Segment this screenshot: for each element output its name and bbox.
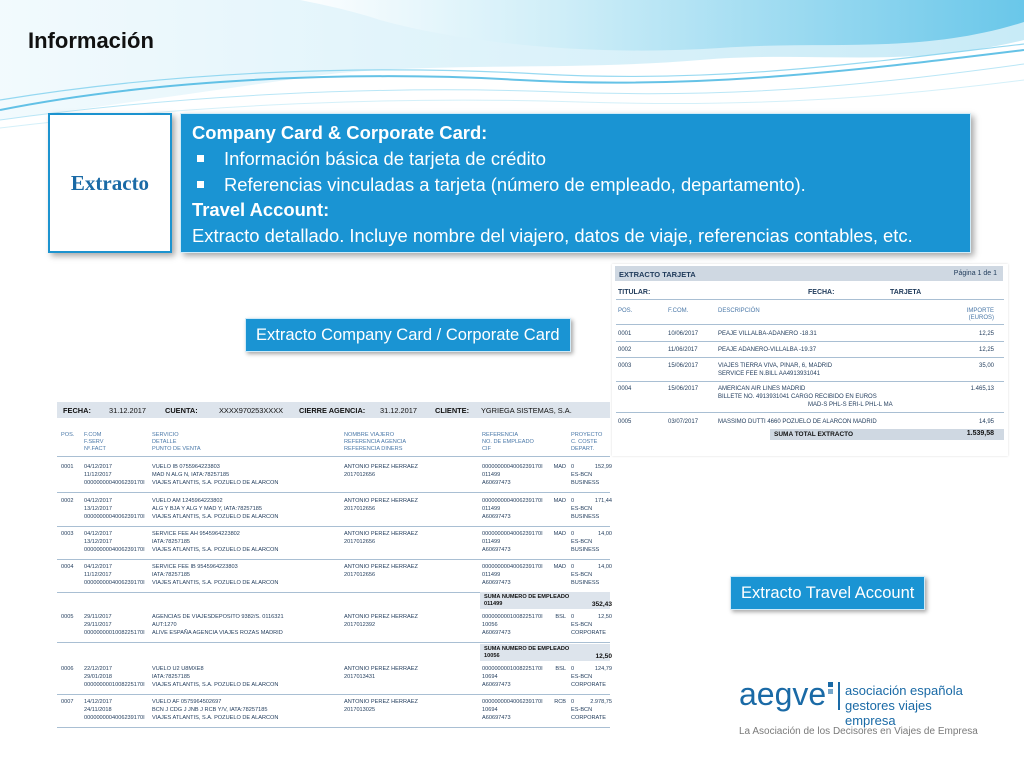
- logo-line-1: asociación española: [845, 683, 963, 698]
- divider: [57, 526, 610, 527]
- row-fecha: 13/12/2017: [84, 539, 112, 545]
- cuenta-label: CUENTA:: [165, 406, 198, 415]
- row-city: BSL: [555, 666, 566, 672]
- row-referencia: 0000000004006239170I: [482, 699, 543, 705]
- row-pos: 0004: [61, 564, 74, 570]
- row-referencia: 10056: [482, 622, 498, 628]
- row-referencia: 0000000001008225170I: [482, 666, 543, 672]
- row-referencia: 0000000004006239170I: [482, 531, 543, 537]
- row-servicio: VIAJES ATLANTIS, S.A. POZUELO DE ALARCON: [152, 514, 279, 520]
- suma-label: SUMA NUMERO DE EMPLEADO: [484, 646, 570, 652]
- fecha-label: FECHA:: [808, 289, 835, 296]
- row-fecha: 04/12/2017: [84, 531, 112, 537]
- divider: [616, 357, 1004, 358]
- row-proyecto: 0: [571, 498, 575, 504]
- tarjeta-label: TARJETA: [890, 289, 922, 296]
- row-proyecto: 0: [571, 699, 575, 705]
- row-servicio: VUELO AF 0575964502697: [152, 699, 222, 705]
- row-servicio: VIAJES ATLANTIS, S.A. POZUELO DE ALARCON: [152, 480, 279, 486]
- row-coste: ES-BCN: [571, 539, 593, 545]
- row-fecha: 0000000001008225170I: [84, 682, 145, 688]
- row-pos: 0007: [61, 699, 74, 705]
- row-pos: 0001: [61, 464, 74, 470]
- extracto-label-box: [48, 113, 172, 253]
- row-fecha: 11/12/2017: [84, 472, 112, 478]
- divider: [57, 727, 610, 728]
- fecha-label: FECHA:: [63, 406, 91, 415]
- row-servicio: VIAJES ATLANTIS, S.A. POZUELO DE ALARCON: [152, 682, 279, 688]
- row-nombre: ANTONIO PEREZ HERRAEZ: [344, 464, 418, 470]
- company-card-tag: Extracto Company Card / Corporate Card: [245, 318, 571, 352]
- suma-number: 011499: [484, 601, 503, 607]
- row-fecha: 04/12/2017: [84, 464, 112, 470]
- suma-value: 352,43: [591, 601, 612, 608]
- divider: [57, 694, 610, 695]
- col-fcom: F.COM.: [668, 308, 689, 314]
- row-desc-route: MAD-S PHL-S ERI-L PHL-L MA: [808, 402, 893, 408]
- row-referencia: 011499: [482, 506, 501, 512]
- suma-label: SUMA NUMERO DE EMPLEADO: [484, 594, 570, 600]
- row-city: MAD: [553, 464, 566, 470]
- row-servicio: IATA:78257185: [152, 539, 191, 545]
- divider: [57, 559, 610, 560]
- logo-line-2: gestores viajes empresa: [845, 698, 932, 728]
- fecha-value: 31.12.2017: [109, 406, 146, 415]
- logo-square-icon: [828, 682, 833, 687]
- slide-title: Información: [28, 28, 154, 53]
- row-city: MAD: [553, 498, 566, 504]
- row-fecha: 22/12/2017: [84, 666, 112, 672]
- col-pos: POS.: [61, 432, 75, 438]
- row-city: BSL: [555, 614, 566, 620]
- row-coste: ES-BCN: [571, 622, 593, 628]
- row-depart: CORPORATE: [571, 682, 607, 688]
- tarjeta-page-number: Página 1 de 1: [953, 270, 997, 277]
- row-coste: ES-BCN: [571, 674, 593, 680]
- row-servicio: IATA:78257185: [152, 674, 191, 680]
- row-fecha: 03/07/2017: [668, 419, 699, 425]
- row-proyecto: 0: [571, 464, 575, 470]
- row-referencia: 0000000004006239170I: [482, 498, 543, 504]
- row-importe: 171,44: [594, 498, 612, 504]
- divider: [616, 324, 1004, 325]
- row-nombre: ANTONIO PEREZ HERRAEZ: [344, 666, 418, 672]
- row-depart: CORPORATE: [571, 715, 607, 721]
- row-depart: BUSINESS: [571, 480, 600, 486]
- travel-account-heading: Travel Account:: [192, 199, 330, 221]
- row-fecha: 04/12/2017: [84, 564, 112, 570]
- row-servicio: ALIVE ESPAÑA AGENCIA VIAJES ROZAS MADRID: [152, 630, 283, 636]
- row-depart: BUSINESS: [571, 547, 600, 553]
- company-card-statement: [57, 388, 610, 735]
- row-fecha: 11/06/2017: [668, 347, 698, 353]
- row-importe: 124,79: [594, 666, 612, 672]
- row-nombre: 2017013431: [344, 674, 376, 680]
- row-referencia: A60697473: [482, 580, 511, 586]
- row-desc: VIAJES TIERRA VIVA, PINAR, 6, MADRID: [718, 363, 833, 369]
- row-coste: ES-BCN: [571, 572, 593, 578]
- row-referencia: 10694: [482, 674, 498, 680]
- cliente-label: CLIENTE:: [435, 406, 470, 415]
- row-fecha: 15/06/2017: [668, 386, 699, 392]
- col-cif: CIF: [482, 446, 492, 452]
- row-pos: 0006: [61, 666, 74, 672]
- col-ref-agencia: REFERENCIA AGENCIA: [344, 439, 407, 445]
- divider: [57, 642, 610, 643]
- row-nombre: 2017012656: [344, 472, 376, 478]
- col-detalle: DETALLE: [152, 439, 177, 445]
- row-coste: ES-BCN: [571, 707, 593, 713]
- row-referencia: 0000000004006239170I: [482, 464, 543, 470]
- row-fecha: 10/06/2017: [668, 331, 699, 337]
- row-referencia: 0000000001008225170I: [482, 614, 543, 620]
- col-proyecto: PROYECTO: [571, 432, 603, 438]
- row-pos: 0004: [618, 386, 632, 392]
- cliente-value: YGRIEGA SISTEMAS, S.A.: [481, 406, 572, 415]
- row-proyecto: 0: [571, 531, 575, 537]
- col-pos: POS.: [618, 308, 633, 314]
- row-referencia: 011499: [482, 539, 501, 545]
- row-importe: 35,00: [978, 363, 994, 369]
- row-servicio: VIAJES ATLANTIS, S.A. POZUELO DE ALARCON: [152, 580, 279, 586]
- logo-divider: [838, 682, 840, 710]
- row-fecha: 0000000004006239170I: [84, 480, 145, 486]
- company-card-heading: Company Card & Corporate Card:: [192, 122, 488, 143]
- row-proyecto: 0: [571, 564, 575, 570]
- row-referencia: A60697473: [482, 715, 511, 721]
- divider: [616, 381, 1004, 382]
- cierre-value: 31.12.2017: [380, 406, 417, 415]
- row-referencia: 10694: [482, 707, 498, 713]
- row-nombre: 2017012656: [344, 539, 376, 545]
- row-fecha: 29/11/2017: [84, 614, 112, 620]
- row-coste: ES-BCN: [571, 472, 593, 478]
- divider: [57, 492, 610, 493]
- row-fecha: 0000000004006239170I: [84, 514, 145, 520]
- row-desc: MASSIMO DUTTI 4660 POZUELO DE ALARCON MADRID: [718, 419, 877, 425]
- row-nombre: 2017012656: [344, 506, 376, 512]
- row-desc-detail: BILLETE NO. 4913931041 CARGO RECIBIDO EN EUROS: [718, 394, 877, 400]
- row-servicio: SERVICE FEE IB 9545964223803: [152, 564, 238, 570]
- row-importe: 14,00: [598, 531, 612, 537]
- row-referencia: A60697473: [482, 630, 511, 636]
- row-city: MAD: [553, 564, 566, 570]
- row-pos: 0002: [61, 498, 74, 504]
- divider: [616, 341, 1004, 342]
- row-referencia: A60697473: [482, 480, 511, 486]
- row-fecha: 29/11/2017: [84, 622, 112, 628]
- row-servicio: MAD N ALG N, IATA:78257185: [152, 472, 230, 478]
- row-servicio: ALG Y BJA Y ALG Y MAD Y, IATA:78257185: [152, 506, 262, 512]
- suma-value: 12,50: [595, 653, 612, 660]
- total-value: 1.539,58: [966, 430, 994, 437]
- row-nombre: ANTONIO PEREZ HERRAEZ: [344, 564, 418, 570]
- tarjeta-header-title: EXTRACTO TARJETA: [619, 270, 696, 279]
- row-servicio: SERVICE FEE AH 9545964223802: [152, 531, 240, 537]
- col-empleado: NO. DE EMPLEADO: [482, 439, 534, 445]
- row-pos: 0001: [618, 331, 632, 337]
- row-city: MAD: [553, 531, 566, 537]
- row-fecha: 11/12/2017: [84, 572, 112, 578]
- row-servicio: VUELO AM 1245964223802: [152, 498, 223, 504]
- cuenta-value: XXXX970253XXXX: [219, 406, 284, 415]
- row-nombre: ANTONIO PEREZ HERRAEZ: [344, 531, 418, 537]
- row-fecha: 14/12/2017: [84, 699, 112, 705]
- row-servicio: VIAJES ATLANTIS, S.A. POZUELO DE ALARCON: [152, 547, 279, 553]
- extracto-tarjeta-document: [612, 264, 1008, 456]
- row-importe: 14,00: [598, 564, 612, 570]
- row-importe: 12,25: [978, 347, 994, 353]
- row-referencia: A60697473: [482, 547, 511, 553]
- row-importe: 12,50: [598, 614, 612, 620]
- row-importe: 1.465,13: [970, 386, 994, 392]
- row-fecha: 0000000001008225170I: [84, 630, 145, 636]
- row-fecha: 15/06/2017: [668, 363, 699, 369]
- row-nombre: ANTONIO PEREZ HERRAEZ: [344, 498, 418, 504]
- row-fecha: 0000000004006239170I: [84, 580, 145, 586]
- divider: [57, 456, 610, 457]
- titular-label: TITULAR:: [618, 289, 651, 296]
- row-pos: 0003: [618, 363, 632, 369]
- row-proyecto: 0: [571, 666, 575, 672]
- row-pos: 0003: [61, 531, 74, 537]
- row-referencia: A60697473: [482, 514, 511, 520]
- travel-account-text: Extracto detallado. Incluye nombre del viajero, datos de viaje, referencias contables, etc.: [192, 225, 913, 247]
- tarjeta-header-bar: [615, 266, 1003, 281]
- col-servicio: SERVICIO: [152, 432, 179, 438]
- row-desc: AMERICAN AIR LINES MADRID: [718, 386, 806, 392]
- aegve-logo: [735, 672, 978, 742]
- row-depart: BUSINESS: [571, 514, 600, 520]
- row-importe: 152,99: [594, 464, 612, 470]
- row-fecha: 13/12/2017: [84, 506, 112, 512]
- row-fecha: 0000000004006239170I: [84, 547, 145, 553]
- info-bullet: Información básica de tarjeta de crédito: [192, 146, 960, 172]
- row-coste: ES-BCN: [571, 506, 593, 512]
- row-proyecto: 0: [571, 614, 575, 620]
- col-depart: DEPART.: [571, 446, 595, 452]
- row-nombre: 2017013025: [344, 707, 376, 713]
- row-importe: 14,95: [978, 419, 994, 425]
- col-ref-diners: REFERENCIA DINERS: [344, 446, 403, 452]
- col-punto-venta: PUNTO DE VENTA: [152, 446, 201, 452]
- row-referencia: 0000000004006239170I: [482, 564, 543, 570]
- col-referencia: REFERENCIA: [482, 432, 519, 438]
- divider: [616, 412, 1004, 413]
- cierre-label: CIERRE AGENCIA:: [299, 406, 366, 415]
- logo-square-icon: [828, 689, 833, 694]
- row-depart: CORPORATE: [571, 630, 607, 636]
- row-servicio: VIAJES ATLANTIS, S.A. POZUELO DE ALARCON: [152, 715, 279, 721]
- row-referencia: 011499: [482, 472, 501, 478]
- row-pos: 0002: [618, 347, 632, 353]
- row-importe: 12,25: [978, 331, 994, 337]
- info-bullet: Referencias vinculadas a tarjeta (número de empleado, departamento).: [192, 172, 960, 198]
- row-servicio: AGENCIAS DE VIAJESDEPOSITO 9382/S. 0116321: [152, 614, 284, 620]
- row-nombre: ANTONIO PEREZ HERRAEZ: [344, 614, 418, 620]
- col-coste: C. COSTE: [571, 439, 598, 445]
- row-pos: 0005: [61, 614, 74, 620]
- col-fserv: F.SERV: [84, 439, 104, 445]
- statement-header-bar: [57, 402, 610, 418]
- row-servicio: BCN J CDG J JNB J RCB Y/V, IATA:78257185: [152, 707, 268, 713]
- row-servicio: VUELO IB 0755964223803: [152, 464, 220, 470]
- row-desc: PEAJE ADANERO-VILLALBA -19.37: [718, 347, 817, 353]
- col-importe-unit: (EUROS): [968, 315, 994, 321]
- total-label: SUMA TOTAL EXTRACTO: [774, 431, 854, 438]
- row-pos: 0005: [618, 419, 632, 425]
- row-nombre: 2017012392: [344, 622, 376, 628]
- logo-tagline: La Asociación de los Decisores en Viajes de Empresa: [739, 726, 978, 737]
- travel-account-tag: Extracto Travel Account: [730, 576, 925, 610]
- row-servicio: AUT:1270: [152, 622, 177, 628]
- col-fcom: F.COM: [84, 432, 102, 438]
- row-importe: 2.978,75: [590, 699, 612, 705]
- row-desc: PEAJE VILLALBA-ADANERO -18.31: [718, 331, 817, 337]
- row-nombre: ANTONIO PEREZ HERRAEZ: [344, 699, 418, 705]
- divider: [616, 299, 1004, 300]
- suma-number: 10056: [484, 653, 500, 659]
- row-referencia: A60697473: [482, 682, 511, 688]
- row-fecha: 29/01/2018: [84, 674, 112, 680]
- row-referencia: 011499: [482, 572, 501, 578]
- row-servicio: IATA:78257185: [152, 572, 191, 578]
- col-descripcion: DESCRIPCIÓN: [718, 308, 760, 314]
- row-depart: BUSINESS: [571, 580, 600, 586]
- row-fecha: 24/11/2018: [84, 707, 112, 713]
- row-nombre: 2017012656: [344, 572, 376, 578]
- row-fecha: 0000000004006239170I: [84, 715, 145, 721]
- col-nfact: Nº.FACT: [84, 446, 106, 452]
- extracto-label: Extracto: [70, 170, 150, 195]
- col-importe: IMPORTE: [966, 308, 994, 314]
- row-servicio: VUELO U2 U8MXE8: [152, 666, 204, 672]
- row-city: RCB: [554, 699, 566, 705]
- row-fecha: 04/12/2017: [84, 498, 112, 504]
- col-nombre: NOMBRE VIAJERO: [344, 432, 395, 438]
- info-box: [180, 113, 971, 253]
- logo-wordmark: aegve: [739, 676, 827, 712]
- row-desc-detail: SERVICE FEE N.BILL AA4913931041: [718, 371, 821, 377]
